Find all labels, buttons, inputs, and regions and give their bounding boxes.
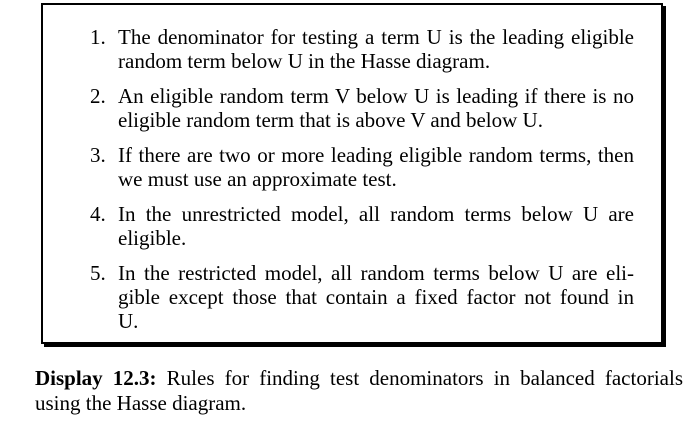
rule-text-line: U.	[118, 309, 139, 333]
rule-number: 4.	[90, 202, 106, 226]
caption-label: Display 12.3:	[35, 366, 157, 390]
rule-item-2	[90, 84, 634, 132]
rule-item-4	[90, 202, 634, 250]
rule-number: 5.	[90, 261, 106, 285]
rule-item-5	[90, 261, 634, 333]
rule-number: 2.	[90, 84, 106, 108]
rule-text-line: In the restricted model, all random terms below U are eli-	[118, 261, 634, 285]
rules-display-box	[41, 3, 663, 344]
rule-text-line: An eligible random term V below U is leading if there is no	[118, 84, 634, 108]
rule-number: 1.	[90, 25, 106, 49]
caption-line-1	[35, 366, 683, 391]
rule-text-line: In the unrestricted model, all random terms below U are	[118, 202, 634, 226]
rule-item-1	[90, 25, 634, 73]
caption-line-2: using the Hasse diagram.	[35, 391, 247, 415]
rule-text-line: we must use an approximate test.	[118, 167, 397, 191]
rule-text-line: random term below U in the Hasse diagram.	[118, 49, 491, 73]
rule-text-line: gible except those that contain a fixed factor not found in	[118, 285, 634, 309]
rule-item-3	[90, 143, 634, 191]
rule-text-line: The denominator for testing a term U is the leading eligible	[118, 25, 634, 49]
display-caption	[35, 366, 683, 416]
rule-text-line: If there are two or more leading eligible random terms, then	[118, 143, 634, 167]
rule-number: 3.	[90, 143, 106, 167]
caption-text: Rules for finding test denominators in balanced factorials	[166, 366, 683, 390]
rule-text-line: eligible random term that is above V and below U.	[118, 108, 543, 132]
rule-text-line: eligible.	[118, 226, 187, 250]
